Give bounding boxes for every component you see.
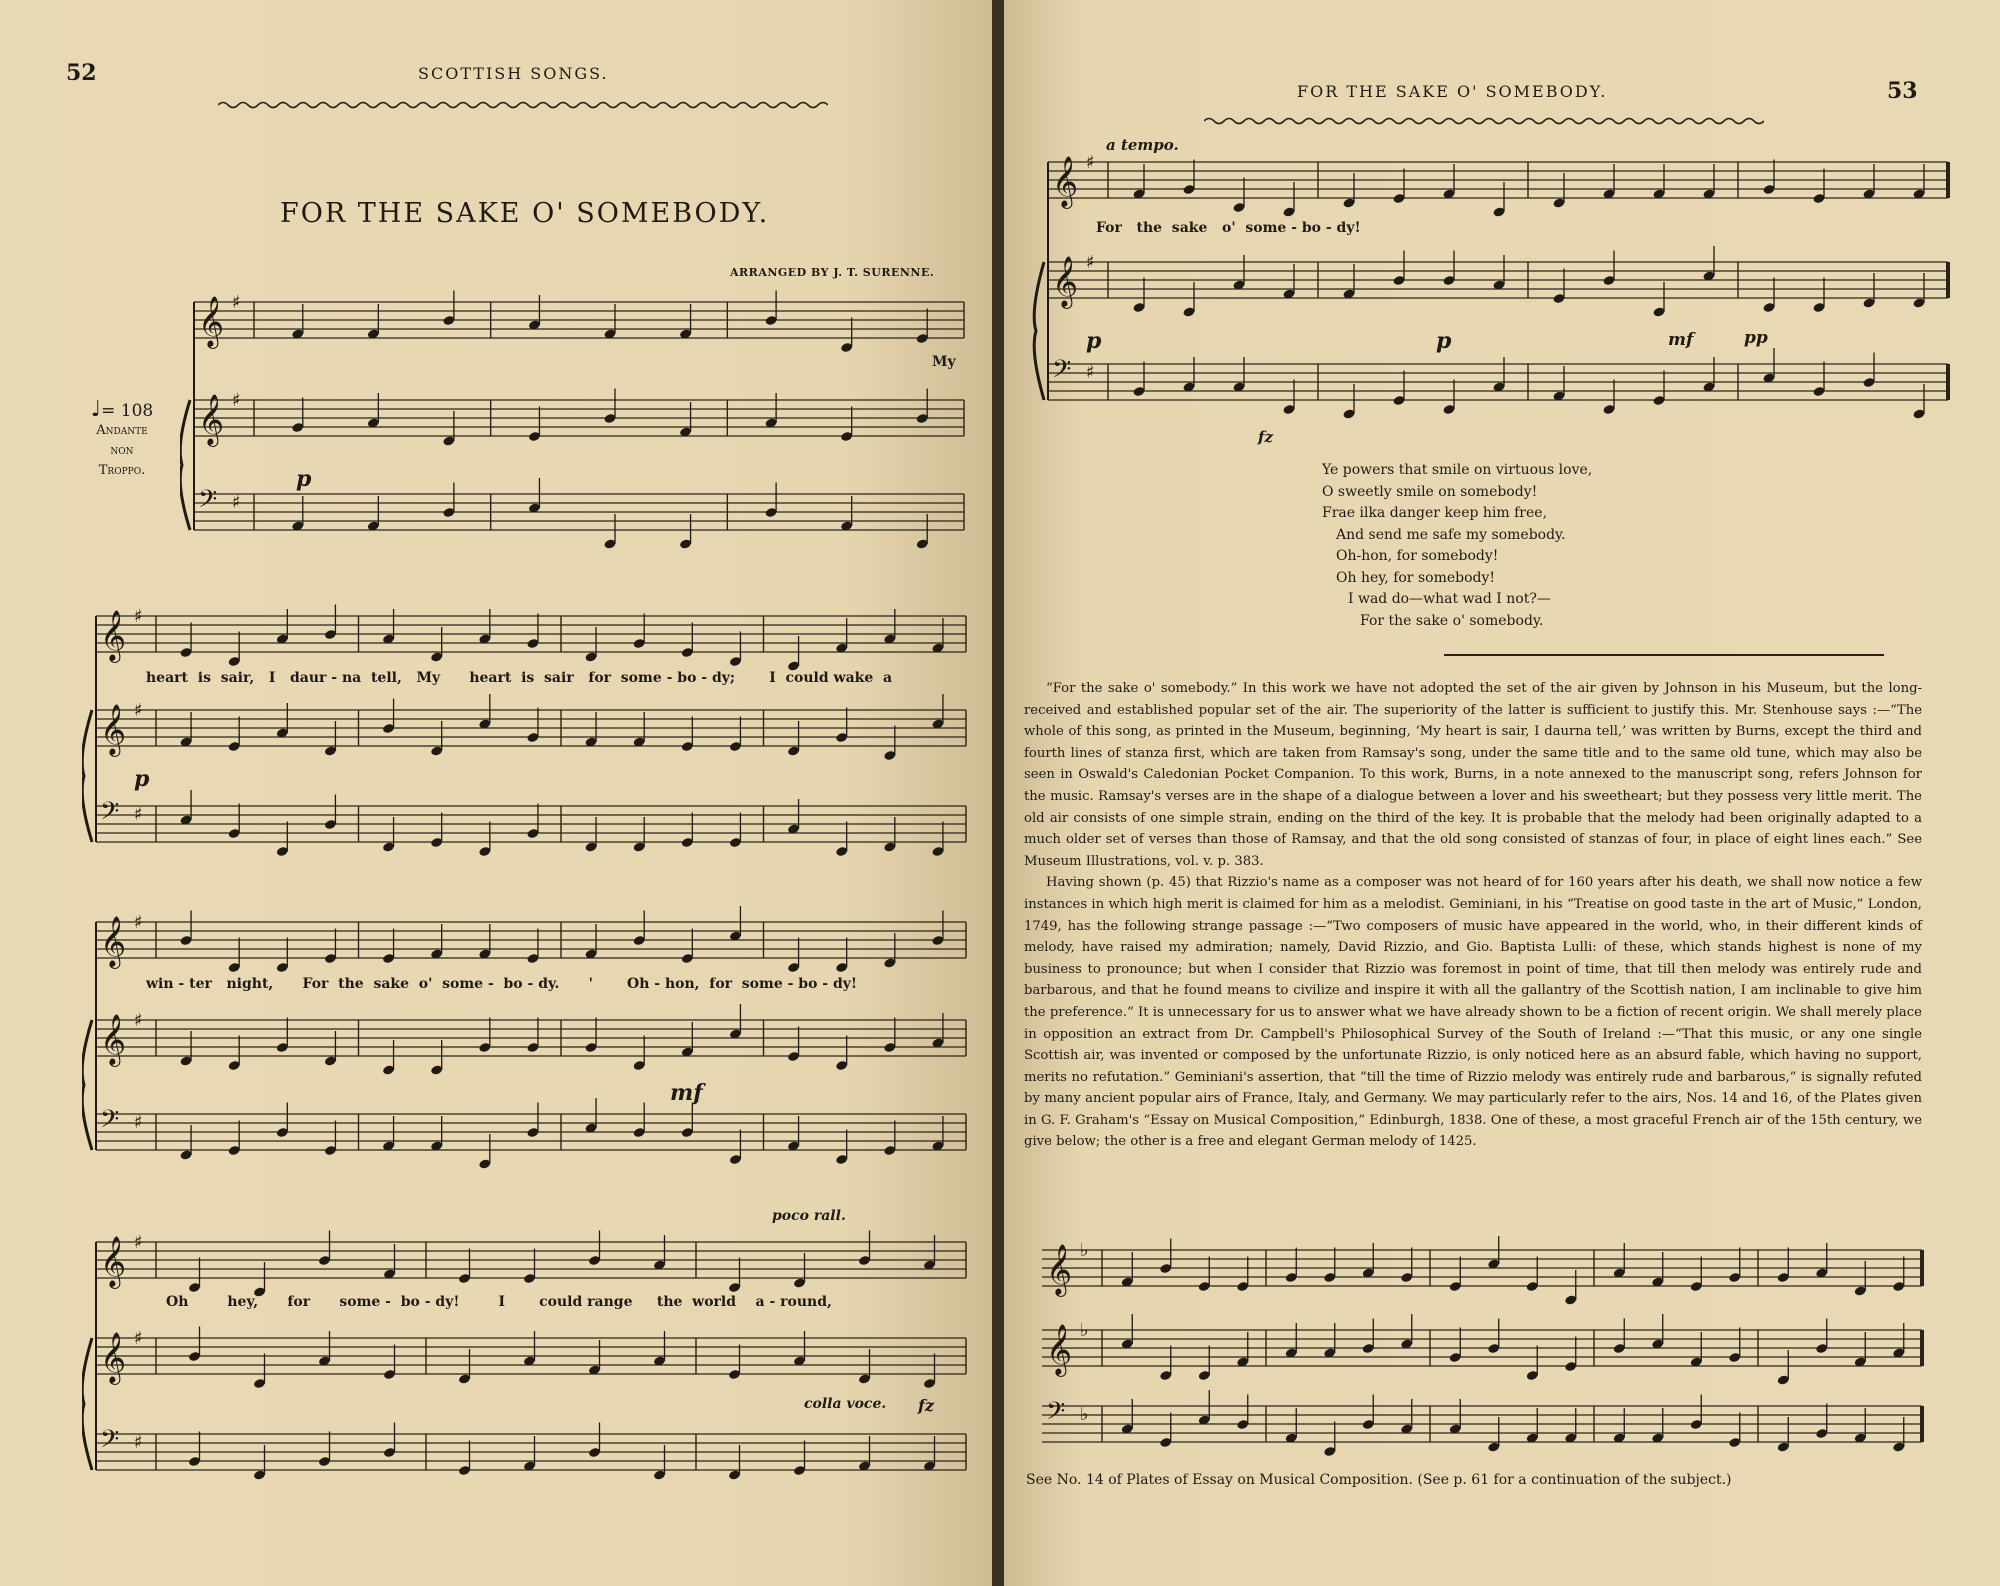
key-signature-icon: ♯ [134, 1112, 143, 1133]
commentary-paragraph: “For the sake o' somebody.” In this work we have not adopted the set of the air given by Johnson in his Museum, but the long-received and established popular set of the air. The superiority of the latter is sufficient to justify this. Mr. Stenhouse says :—“The whole of this song, as printed in the Museum, beginning, ‘My heart is sair, I daurna tell,’ was written by Burns, except the third and fourth lines of stanza first, which are taken from Ramsay's song, under the same title and to the same old tune, which may also be seen in Oswald's Caledonian Pocket Companion. To this work, Burns, in a note annexed to the manuscript song, refers Johnson for the music. Ramsay's verses are in the shape of a dialogue between a lover and his sweetheart; but they possess very little merit. The old air consists of one simple strain, ending on the third of the key. It is probable that the melody had been originally adapted to a much older set of verses than those of Ramsay, and that the old song consisted of stanzas of four, in place of eight lines each.” See Museum Illustrations, vol. v. p. 383. [1024, 681, 1922, 869]
staff-0 [1042, 1236, 1922, 1306]
running-head-left: SCOTTISH SONGS. [418, 64, 609, 83]
page-number-right: 53 [1887, 78, 1918, 104]
key-signature-icon: ♭ [1080, 1404, 1089, 1425]
staff-2 [1042, 1390, 1922, 1457]
key-signature-icon: ♯ [134, 912, 143, 933]
treble-clef-icon: 𝄞 [100, 1014, 127, 1065]
key-signature-icon: ♯ [134, 1232, 143, 1253]
system-1-dynamic: p [296, 466, 312, 492]
bass-clef-icon: 𝄢 [100, 1105, 120, 1140]
right-dynamic-p2: p [1436, 328, 1452, 354]
staff-0 [1048, 152, 1948, 218]
staff-1 [96, 1327, 966, 1390]
staff-1 [1042, 1314, 1922, 1386]
piano-brace-icon [82, 710, 92, 842]
music-system-1 [180, 288, 980, 568]
arranger-credit: ARRANGED BY J. T. SURENNE. [730, 266, 935, 279]
system-1-lyric: My [932, 354, 956, 370]
key-signature-icon: ♯ [134, 804, 143, 825]
key-signature-icon: ♯ [1086, 362, 1095, 383]
running-head-rule [218, 100, 828, 110]
french-air-melody [1032, 1236, 1932, 1466]
commentary [1024, 678, 1922, 1153]
treble-clef-icon: 𝄞 [198, 296, 225, 347]
verse-line: And send me safe my somebody. [1336, 526, 1566, 543]
verse-line: For the sake o' somebody. [1360, 612, 1544, 629]
verse-line: Oh hey, for somebody! [1336, 569, 1496, 586]
treble-clef-icon: 𝄞 [1052, 156, 1079, 207]
key-signature-icon: ♯ [232, 492, 241, 513]
right-system-lyrics: For the sake o' some - bo - dy! [1096, 220, 1361, 236]
verse-line: I wad do—what wad I not?— [1348, 591, 1551, 607]
treble-clef-icon: 𝄞 [1046, 1324, 1073, 1375]
right-dynamic-pp: pp [1744, 328, 1768, 348]
section-rule [1444, 654, 1884, 656]
staff-2 [96, 1098, 966, 1170]
right-dynamic-p1: p [1086, 328, 1102, 354]
song-title: FOR THE SAKE O' SOMEBODY. [280, 198, 770, 229]
book-gutter [992, 0, 1004, 1586]
system-2-dynamic: p [134, 766, 150, 792]
piano-brace-icon [82, 1338, 92, 1470]
right-page [1004, 0, 2000, 1586]
staff-0 [96, 906, 966, 973]
staff-1 [96, 694, 966, 761]
staff-2 [96, 790, 966, 857]
staff-1 [194, 389, 964, 448]
music-system-3 [82, 904, 982, 1184]
bass-clef-icon: 𝄢 [100, 797, 120, 832]
running-head-rule-right [1204, 116, 1764, 126]
system-3-dynamic: mf [670, 1080, 703, 1106]
staff-2 [96, 1423, 966, 1481]
system-4-lyrics: Oh hey, for some - bo - dy! I could range the world a - round, [166, 1294, 832, 1310]
piano-brace-icon [82, 1020, 92, 1150]
music-system-2 [82, 600, 982, 880]
key-signature-icon: ♯ [134, 1328, 143, 1349]
staff-2 [1048, 348, 1948, 420]
bass-clef-icon: 𝄢 [198, 485, 218, 520]
key-signature-icon: ♭ [1080, 1320, 1089, 1341]
key-signature-icon: ♯ [1086, 152, 1095, 173]
key-signature-icon: ♯ [134, 1010, 143, 1031]
commentary-paragraph: Having shown (p. 45) that Rizzio's name as a composer was not heard of for 160 years after his death, we shall now notice a few instances in which high merit is claimed for him as a melodist. Geminiani, in his “Treatise on good taste in the art of Music,” London, 1749, has the following strange passage :—“Two composers of music have appeared in the world, who, in their different kinds of melody, have raised my admiration; namely, David Rizzio, and Gio. Baptista Lulli: of these, which stands highest is none of my business to pronounce; but when I consider that Rizzio was foremost in point of time, that till then melody was entirely rude and barbarous, and that he found means to civilize and inspire it with all the gallantry of the Scottish nation, I am inclinable to give him the preference.” It is unnecessary for us to answer what we have already shown to be a fiction of recent origin. We shall merely place in opposition an extract from Dr. Campbell's Philosophical Survey of the South of Ireland :—“That this music, or any one single Scottish air, was invented or composed by the unfortunate Rizzio, is only noticed here as an absurd fable, which having no support, merits no refutation.” Geminiani's assertion, that “till the time of Rizzio melody was entirely rude and barbarous,” is signally refuted by many ancient popular airs of France, Italy, and Germany. We may particularly refer to the airs, Nos. 14 and 16, of the Plates given in G. F. Graham's “Essay on Musical Composition,” Edinburgh, 1838. One of these, a most graceful French air of the 15th century, we give below; the other is a free and elegant German melody of 1425. [1024, 875, 1922, 1150]
treble-clef-icon: 𝄞 [1046, 1244, 1073, 1295]
bass-clef-icon: 𝄢 [1046, 1397, 1066, 1432]
running-head-right: FOR THE SAKE O' SOMEBODY. [1297, 82, 1608, 101]
verse-line: Ye powers that smile on virtuous love, [1322, 462, 1593, 478]
music-system-4 [82, 1226, 982, 1506]
right-dynamic-mf: mf [1668, 330, 1694, 350]
poco-rall-direction: poco rall. [772, 1208, 846, 1224]
treble-clef-icon: 𝄞 [100, 916, 127, 967]
verse-stanza [1312, 460, 1592, 632]
colla-voce-direction: colla voce. [804, 1396, 887, 1412]
treble-clef-icon: 𝄞 [198, 394, 225, 445]
treble-clef-icon: 𝄞 [100, 610, 127, 661]
verse-line: Frae ilka danger keep him free, [1322, 505, 1548, 521]
music-system-right [1018, 150, 1988, 440]
verse-line: O sweetly smile on somebody! [1322, 483, 1538, 500]
key-signature-icon: ♯ [134, 1432, 143, 1453]
page-number-left: 52 [66, 60, 97, 86]
verse-line: Oh-hon, for somebody! [1336, 548, 1499, 564]
system-3-lyrics: win - ter night, For the sake o' some - bo - dy. ' Oh - hon, for some - bo - dy! [146, 976, 858, 992]
key-signature-icon: ♯ [232, 292, 241, 313]
staff-0 [96, 1231, 966, 1298]
key-signature-icon: ♯ [232, 390, 241, 411]
staff-1 [1048, 246, 1948, 318]
treble-clef-icon: 𝄞 [100, 1236, 127, 1287]
piano-brace-icon [1034, 262, 1044, 400]
treble-clef-icon: 𝄞 [100, 1332, 127, 1383]
system-4-dynamic: fz [918, 1396, 934, 1415]
right-dynamic-fz: fz [1258, 428, 1273, 446]
treble-clef-icon: 𝄞 [1052, 256, 1079, 307]
staff-1 [96, 1004, 966, 1076]
staff-0 [194, 291, 964, 354]
key-signature-icon: ♯ [1086, 252, 1095, 273]
bass-clef-icon: 𝄢 [1052, 355, 1072, 390]
staff-0 [96, 605, 966, 672]
treble-clef-icon: 𝄞 [100, 704, 127, 755]
a-tempo-direction: a tempo. [1106, 136, 1179, 154]
key-signature-icon: ♭ [1080, 1240, 1089, 1261]
bass-clef-icon: 𝄢 [100, 1425, 120, 1460]
left-page [0, 0, 992, 1586]
melody-caption: See No. 14 of Plates of Essay on Musical Composition. (See p. 61 for a continuation of the subject.) [1026, 1472, 1732, 1488]
piano-brace-icon [180, 400, 190, 530]
key-signature-icon: ♯ [134, 700, 143, 721]
key-signature-icon: ♯ [134, 606, 143, 627]
tempo-marking: ♩= 108 Andante non Troppo. [90, 397, 154, 478]
system-2-lyrics: heart is sair, I daur - na tell, My heart is sair for some - bo - dy; I could wake a [146, 670, 893, 686]
